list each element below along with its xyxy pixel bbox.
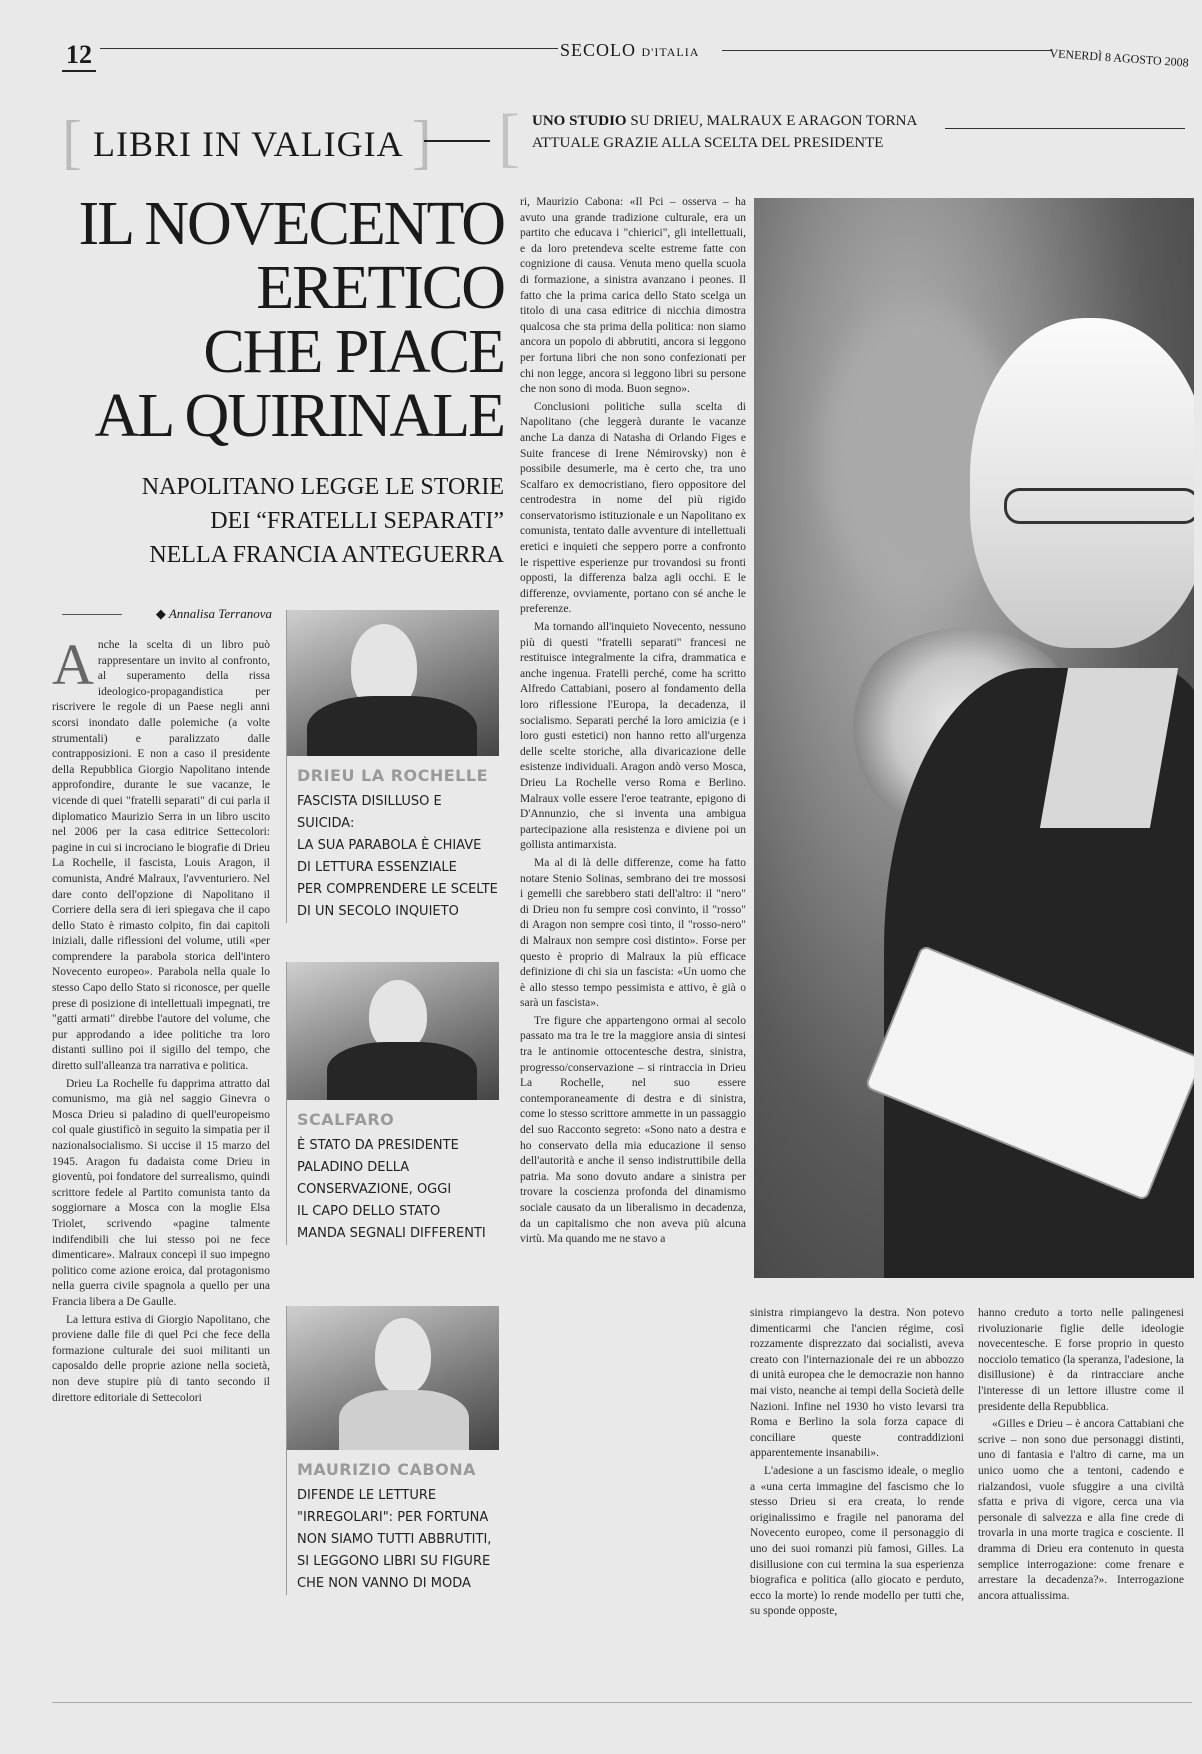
sidebar-box-cabona <box>286 1306 501 1595</box>
byline: ◆ Annalisa Terranova <box>155 606 272 621</box>
headline-line: AL QUIRINALE <box>94 382 504 450</box>
sidebar-box-scalfaro <box>286 962 501 1245</box>
caption-line: IL CAPO DELLO STATO <box>297 1204 441 1219</box>
caption-line: SI LEGGONO LIBRI SU FIGURE <box>297 1554 491 1569</box>
headline-line: CHE PIACE <box>203 318 504 386</box>
caption-line: PALADINO DELLA <box>297 1160 410 1175</box>
masthead-suffix: D'ITALIA <box>641 45 700 59</box>
article-column-1 <box>52 638 270 1688</box>
footer-rule <box>52 1702 1192 1703</box>
kicker-rule <box>945 128 1185 129</box>
sidebar-name: SCALFARO <box>297 1110 395 1129</box>
header-rule <box>100 48 558 49</box>
subheadline <box>60 470 504 572</box>
main-photo-napolitano <box>754 198 1194 1278</box>
sidebar-name: DRIEU LA ROCHELLE <box>297 766 488 785</box>
section-rule <box>424 140 490 142</box>
caption-line: DI UN SECOLO INQUIETO <box>297 904 459 919</box>
dateline: VENERDÌ 8 AGOSTO 2008 <box>1049 46 1190 70</box>
article-paragraph: sinistra rimpiangevo la destra. Non potevo dimenticarmi che l'ancien régime, così rozzamente disprezzato dai socialisti, aveva creato con l'internazionale dei re un abbozzo di unità europea che le democrazie non hanno mai visto, neanche ai tempi della Società delle Nazioni. Infine nel 1930 ho visto levarsi tra Roma e Berlino la sola forza capace di conciliare queste contraddizioni apparentemente insanabili». <box>750 1307 964 1460</box>
headline-block <box>60 192 504 572</box>
article-column-2 <box>520 195 746 1695</box>
article-paragraph: «Gilles e Drieu – è ancora Cattabiani che scrive – non sono due personaggi distinti, uno di fantasia e l'altro di carne, ma un unico uomo che a tentoni, cadendo e rialzandosi, vuole sfuggire a una civiltà sfatta e priva di vigore, cerca una via personale di salvezza e alla fine crede di trovarla in una morte tragica e cosciente. Il dramma di Drieu era contenuto in questa semplice interrogazione: come frenare e arrestare la decadenza?». Interrogazione ancora attualissima. <box>978 1418 1184 1602</box>
photo-drieu <box>287 610 499 756</box>
kicker-bracket: [ <box>498 101 520 174</box>
masthead <box>560 40 699 61</box>
photo-cabona <box>287 1306 499 1450</box>
kicker <box>532 110 942 154</box>
article-paragraph: Ma tornando all'inquieto Novecento, nessuno più di questi "fratelli separati" francesi ne restituisce integralmente la cifra, drammatica e anche ingenua. Fratelli perché, come ha scritto Alfredo Cattabiani, posero al fondamento della loro riflessione l'Europa, la decadenza, il socialismo. Separati perché la loro amicizia (e i loro gusti estetici) non hanno retto all'urgenza delle scelte storiche, alla divaricazione delle esistenze individuali. Aragon andò verso Mosca, Drieu La Rochelle verso Roma e Berlino. Malraux volle essere l'eroe teatrante, epigono di D'Annunzio, che si inventa una ambigua partecipazione alla resistenza e diviene poi un gollista antimarxista. <box>520 621 746 852</box>
caption-line: CHE NON VANNO DI MODA <box>297 1576 471 1591</box>
sidebar-name: MAURIZIO CABONA <box>297 1460 476 1479</box>
article-paragraph: Ma al di là delle differenze, come ha fatto notare Stenio Solinas, sembrano dei tre mossosi i gemelli che sarebbero stati dell'altro: il "nero" di Drieu non fu sempre così convinto, il "rosso" di Aragon non sempre così tinto, il "rosso-nero" di Malraux non sempre così distinto». Forse per questo è proprio di Malraux la più efficace definizione di chi sia un fascista: «Un uomo che è allo stesso tempo pessimista e attivo, è già o sarà un fascista». <box>520 856 746 1010</box>
caption-line: FASCISTA DISILLUSO E SUICIDA: <box>297 794 442 831</box>
caption-line: LA SUA PARABOLA È CHIAVE <box>297 838 482 853</box>
headline <box>60 192 504 448</box>
photo-scalfaro <box>287 962 499 1100</box>
caption-line: PER COMPRENDERE LE SCELTE <box>297 882 498 897</box>
subheadline-line: NELLA FRANCIA ANTEGUERRA <box>149 542 504 568</box>
page-number: 12 <box>62 40 96 72</box>
article-paragraph <box>52 638 270 1075</box>
subheadline-line: NAPOLITANO LEGGE LE STORIE <box>141 474 504 500</box>
section-title: LIBRI IN VALIGIA <box>92 124 402 164</box>
sidebar-caption <box>297 1485 501 1595</box>
bracket-left: [ <box>62 109 83 175</box>
headline-line: IL NOVECENTO <box>78 190 504 258</box>
article-paragraph: ri, Maurizio Cabona: «Il Pci – osserva – ha avuto una grande tradizione culturale, era un partito che educava i "chierici", gli intellettuali, e da loro pretendeva scelte estreme fatte con cognizione di causa. Venuta meno quella scuola di formazione, a sinistra avanzano i peones. Il fatto che la prima carica dello Stato scelga un titolo di una casa editrice di nicchia dimostra qualcosa che sta prima della politica: non siamo ancora un popolo di abbrutiti, ancora si leggono per fortuna libri che non sono confezionati per chi non legge, ancora si leggono libri su persone che non sono di moda. Buon segno». <box>520 196 746 396</box>
sidebar-box-drieu <box>286 610 501 923</box>
drop-cap: A <box>52 638 94 697</box>
article-paragraph: Conclusioni politiche sulla scelta di Napolitano (che leggerà durante le vacanze anche La danza di Natasha di Orlando Figes e Suite francese di Irene Némirovsky) non è possibile desumerle, ma è certo che, tra uno Scalfaro ex democristiano, fiero oppositore del centrodestra in nome del più rigido conservatorismo istituzionale e un Napolitano ex comunista, tentato dalle avventure di intellettuali eretici e inquieti che seppero porre a confronto le rispettive esperienze pur trovandosi su fronti opposti, la differenza balza agli occhi. E le differenze, ovviamente, portano con sé anche le preferenze. <box>520 400 746 616</box>
masthead-name: SECOLO <box>560 40 637 60</box>
caption-line: NON SIAMO TUTTI ABBRUTITI, <box>297 1532 492 1547</box>
subheadline-line: DEI “FRATELLI SEPARATI” <box>210 508 504 534</box>
author-name: Annalisa Terranova <box>168 606 272 621</box>
caption-line: CONSERVAZIONE, OGGI <box>297 1182 452 1197</box>
caption-line: MANDA SEGNALI DIFFERENTI <box>297 1226 486 1241</box>
caption-line: "IRREGOLARI": PER FORTUNA <box>297 1510 489 1525</box>
caption-line: È STATO DA PRESIDENTE <box>297 1138 459 1153</box>
kicker-bold: UNO STUDIO <box>532 113 627 129</box>
section-label <box>62 108 433 177</box>
article-paragraph: L'adesione a un fascismo ideale, o meglio a «una certa immagine del fascismo che lo stesso Drieu si era creata, lo rende originalissimo e fragile nel panorama del Novecento europeo, come il personaggio di uno dei suoi romanzi più famosi, Gilles. La disillusione con cui termina la sua esperienza biografica e politica (allo giocato e perduto, ecco la morte) lo rende modello per tutti che, su sponde opposte, <box>750 1464 964 1618</box>
article-paragraph: La lettura estiva di Giorgio Napolitano, che proviene dalle file di quel Pci che fece della formazione culturale dei suoi militanti un caposaldo delle proprie azione nella società, non deve stupire più di tanto secondo il direttore editoriale di Settecolori <box>52 1313 270 1404</box>
header-rule-right <box>722 50 1052 51</box>
paragraph-text: nche la scelta di un libro può rappresentare un invito al confronto, al superamento della rissa ideologico-propagandistica per riscrivere le regole di un Paese negli anni scorsi inondato dalle polemiche (a volte strumentali) e paralizzato dalle contrapposizioni. E non a caso il presidente della Repubblica Giorgio Napolitano intende approfondire, durante le sue vacanze, le vicende di quei "fratelli separati" di cui parla il diplomatico Maurizio Serra in un libro uscito nel 2006 per la casa editrice Settecolori: pagine in cui si incrociano le biografie di Drieu La Rochelle, il fascista, Louis Aragon, il comunista, André Malraux, l'avventuriero. Nel dare conto dell'opzione di Napolitano il Corriere della sera di ieri spiegava che il capo dello Stato è rimasto colpito, fin dai capitoli iniziali, dalle riflessioni del volume, utili «per comprendere la parabola storica dell'intero Novecento europeo». Parabola nella quale lo stesso Capo dello Stato si riconosce, per quelle prese di posizione di intellettuali impegnati, tre "gatti armati" direbbe l'autore del volume, che pur approdando a idee politiche tra loro distanti sullino poi il sigillo del tempo, che diretto sull'alleanza tra narrativa e politica. <box>52 639 270 1073</box>
article-column-4 <box>978 1306 1184 1698</box>
sidebar-caption <box>297 1135 501 1245</box>
kicker-text: SU DRIEU, MALRAUX E ARAGON TORNA ATTUALE GRAZIE ALLA SCELTA DEL PRESIDENTE <box>532 113 917 151</box>
headline-line: ERETICO <box>256 254 504 322</box>
caption-line: DI LETTURA ESSENZIALE <box>297 860 457 875</box>
article-paragraph: hanno creduto a torto nelle palingenesi rivoluzionarie figlie delle ideologie novecentesche. E forse proprio in questo nocciolo tematico (la speranza, l'adesione, la disillusione) è da rintracciare anche l'interesse di un lettore illustre come il presidente della Repubblica. <box>978 1307 1184 1413</box>
article-column-3 <box>750 1306 964 1698</box>
article-paragraph: Tre figure che appartengono ormai al secolo passato ma tra le tre la maggiore ansia di sintesi tra le antinomie ottocentesche destra, sinistra, progresso/conservazione – si rintraccia in Drieu La Rochelle, nel suo essere contemporaneamente di destra e di sinistra, come lo stesso scrittore ammette in un passaggio del suo Racconto segreto: «Sono nato a destra e ho conservato della mia educazione il senso dell'autorità e anche il senso indistruttibile della patria. Ma sono dovuto andare a sinistra per trovare la coscienza profonda del dinamismo sociale causato da un liberalismo in decadenza, da un capitalismo che non aveva più alcuna virtù. Ma quando me ne stavo a <box>520 1014 746 1246</box>
caption-line: DIFENDE LE LETTURE <box>297 1488 437 1503</box>
article-paragraph: Drieu La Rochelle fu dapprima attratto dal comunismo, ma già nel saggio Ginevra o Mosca Drieu si paladino di quell'europeismo col quale giustificò in seguito la simpatia per il nazionalsocialismo. Si uccise il 15 marzo del 1945. Aragon fu dadaista come Drieu in gioventù, poi fondatore del surrealismo, quindi scrittore fedele al Partito comunista tanto da soggiornare a Mosca con la moglie Elsa Triolet, scrivendo «pagine talmente indifendibili che lui stesso poi ne fece dimenticare». Malraux concepì il suo impegno politico come azione eroica, dal protagonismo nella guerra civile spagnola a quello per una Francia libera a De Gaulle. <box>52 1077 270 1308</box>
sidebar-caption <box>297 791 501 923</box>
bracket-right: ] <box>411 109 433 175</box>
